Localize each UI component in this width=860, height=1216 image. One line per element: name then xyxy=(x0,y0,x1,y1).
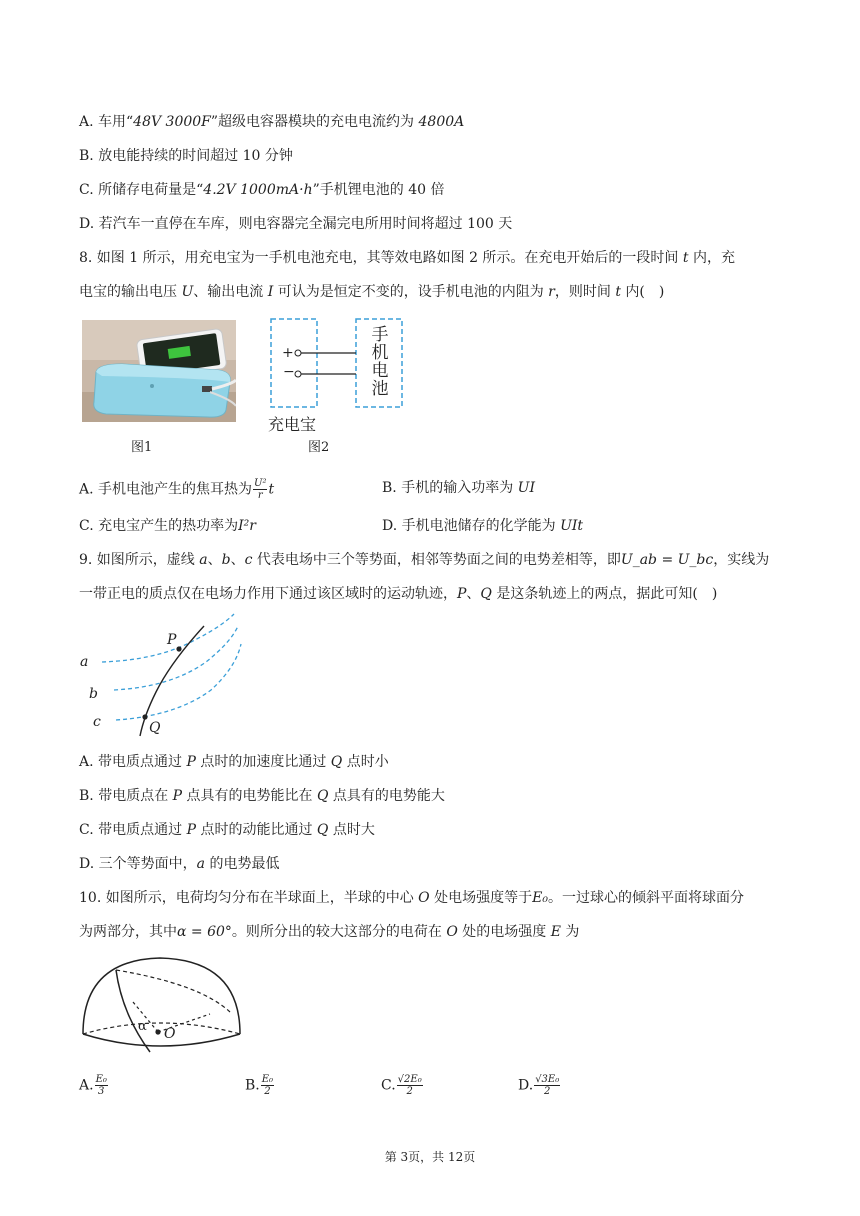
q8-option-a: A. 手机电池产生的焦耳热为 $\frac{\text{U²}}{r}$ t xyxy=(79,478,275,501)
powerbank-label: 充电宝 xyxy=(268,415,317,434)
phone-battery-label: 手 机 电 池 xyxy=(371,325,389,399)
q10-option-d: D. $\frac{\text{√3E₀}}{2}$ xyxy=(518,1074,560,1097)
powerbank-photo xyxy=(82,320,236,422)
negative-terminal-label: − xyxy=(283,364,295,380)
q7-option-b: B. 放电能持续的时间超过 10 分钟 xyxy=(79,148,293,164)
fig1-caption: 图1 xyxy=(131,440,153,455)
q7-option-c: C. 所储存电荷量是“4.2V 1000mA·h”手机锂电池的 40 倍 xyxy=(79,182,445,198)
q10-option-b: B. $\frac{\text{E₀}}{2}$ xyxy=(245,1074,274,1097)
q8-option-d: D. 手机电池储存的化学能为 UIt xyxy=(382,518,584,534)
q10-option-c: C. $\frac{\text{√2E₀}}{2}$ xyxy=(381,1074,422,1097)
positive-terminal-label: + xyxy=(282,345,294,361)
page-footer: 第 3页，共 12页 xyxy=(384,1150,476,1164)
q7-option-a: A. 车用“48V 3000F”超级电容器模块的充电电流约为 4800A xyxy=(79,114,465,130)
q9-option-d: D. 三个等势面中，a 的电势最低 xyxy=(79,856,280,872)
q8-option-b: B. 手机的输入功率为 UI xyxy=(382,480,535,496)
alpha-label: α xyxy=(138,1019,147,1034)
q7-option-d: D. 若汽车一直停在车库，则电容器完全漏完电所用时间将超过 100 天 xyxy=(79,216,513,232)
equipotential-c-label: c xyxy=(93,714,101,730)
equipotential-b-label: b xyxy=(89,686,98,702)
point-q-label: Q xyxy=(149,720,161,736)
point-p-label: P xyxy=(167,632,177,648)
q8-option-c: C. 充电宝产生的热功率为I²r xyxy=(79,518,256,534)
center-o-label: O xyxy=(164,1026,176,1042)
hemisphere-diagram xyxy=(80,954,246,1058)
q9-stem-line1: 9. 如图所示，虚线 a、b、c 代表电场中三个等势面，相邻等势面之间的电势差相等，即U_ab = U_bc，实线为 xyxy=(79,552,770,568)
q9-option-c: C. 带电质点通过 P 点时的动能比通过 Q 点时大 xyxy=(79,822,375,838)
q10-option-a: A. $\frac{\text{E₀}}{3}$ xyxy=(79,1074,107,1097)
q8-stem-line2: 电宝的输出电压 U、输出电流 I 可认为是恒定不变的，设手机电池的内阻为 r，则时间 t 内( ) xyxy=(79,284,665,300)
fig2-caption: 图2 xyxy=(308,440,330,455)
q9-option-b: B. 带电质点在 P 点具有的电势能比在 Q 点具有的电势能大 xyxy=(79,788,445,804)
equipotential-diagram xyxy=(76,612,248,740)
q8-stem-line1: 8. 如图 1 所示，用充电宝为一手机电池充电，其等效电路如图 2 所示。在充电开始后的一段时间 t 内，充 xyxy=(79,250,735,266)
q10-stem-line2: 为两部分，其中α = 60°。则所分出的较大这部分的电荷在 O 处的电场强度 E 为 xyxy=(79,924,580,940)
q10-stem-line1: 10. 如图所示，电荷均匀分布在半球面上，半球的中心 O 处电场强度等于E₀。一过球心的倾斜平面将球面分 xyxy=(79,890,744,906)
q9-stem-line2: 一带正电的质点仅在电场力作用下通过该区域时的运动轨迹，P、Q 是这条轨迹上的两点，据此可知( ) xyxy=(79,586,718,602)
equipotential-a-label: a xyxy=(80,654,89,670)
q9-option-a: A. 带电质点通过 P 点时的加速度比通过 Q 点时小 xyxy=(79,754,389,770)
